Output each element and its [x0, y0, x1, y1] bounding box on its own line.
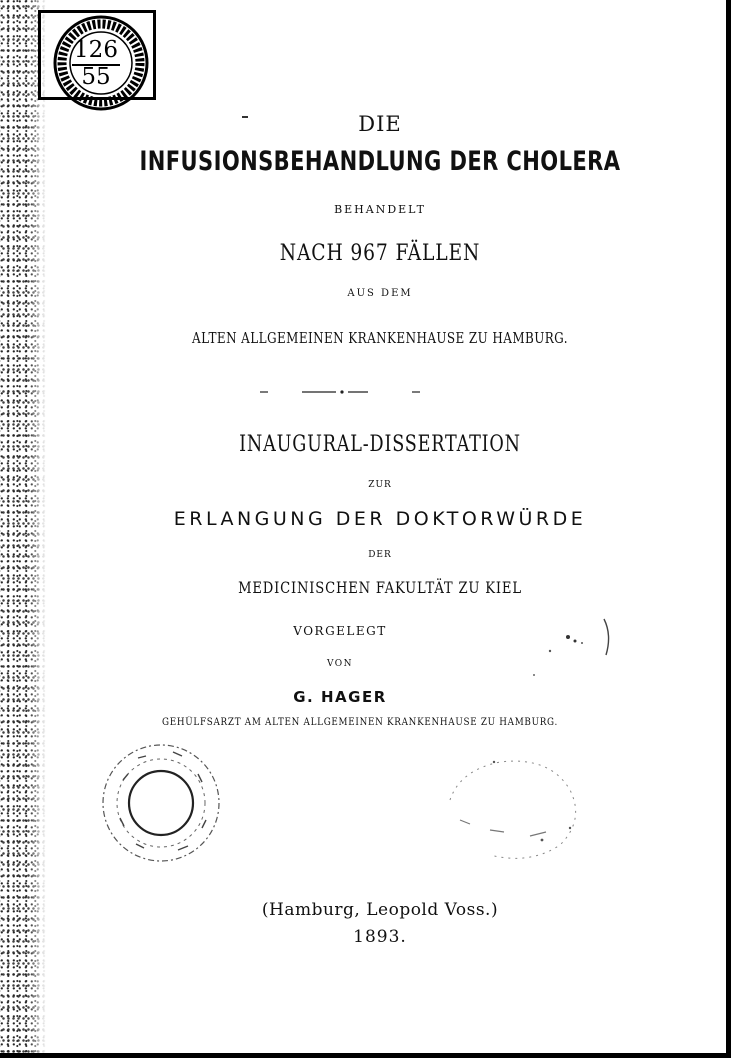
page-bottom-edge — [0, 1053, 731, 1058]
library-seal-icon — [52, 14, 150, 112]
stamp-number-bottom: 55 — [81, 64, 111, 90]
dissertation-faculty: MEDICINISCHEN FAKULTÄT ZU KIEL — [238, 578, 522, 597]
dissertation-heading: INAUGURAL-DISSERTATION — [239, 432, 521, 457]
imprint-publisher: (Hamburg, Leopold Voss.) — [261, 900, 499, 920]
dissertation-zur: ZUR — [368, 480, 392, 490]
dissertation-purpose: ERLANGUNG DER DOKTORWÜRDE — [173, 508, 587, 530]
dissertation-der: DER — [368, 550, 392, 560]
dissertation-vorgelegt: VORGELEGT — [293, 624, 387, 638]
title-article: DIE — [358, 112, 402, 136]
imprint-year: 1893. — [353, 927, 407, 947]
binding-margin — [0, 0, 46, 1058]
main-title: INFUSIONSBEHANDLUNG DER CHOLERA — [139, 146, 621, 177]
author-name: G. HAGER — [293, 688, 387, 706]
page-right-edge — [726, 0, 731, 1058]
subtitle-cases: NACH 967 FÄLLEN — [279, 241, 481, 266]
margin-marks — [520, 615, 630, 685]
subtitle-aus-dem: AUS DEM — [347, 288, 413, 299]
subtitle-hospital: ALTEN ALLGEMEINEN KRANKENHAUSE ZU HAMBURG. — [192, 329, 568, 347]
dissertation-von: VON — [326, 659, 354, 669]
faded-stamp-impression — [430, 740, 590, 870]
ornamental-divider — [240, 388, 460, 396]
subtitle-behandelt: BEHANDELT — [334, 203, 426, 216]
author-affiliation: GEHÜLFSARZT AM ALTEN ALLGEMEINEN KRANKENHAUSE ZU HAMBURG. — [162, 717, 558, 728]
stamp-number-top: 126 — [74, 37, 118, 63]
ownership-stamp-icon — [98, 740, 224, 866]
